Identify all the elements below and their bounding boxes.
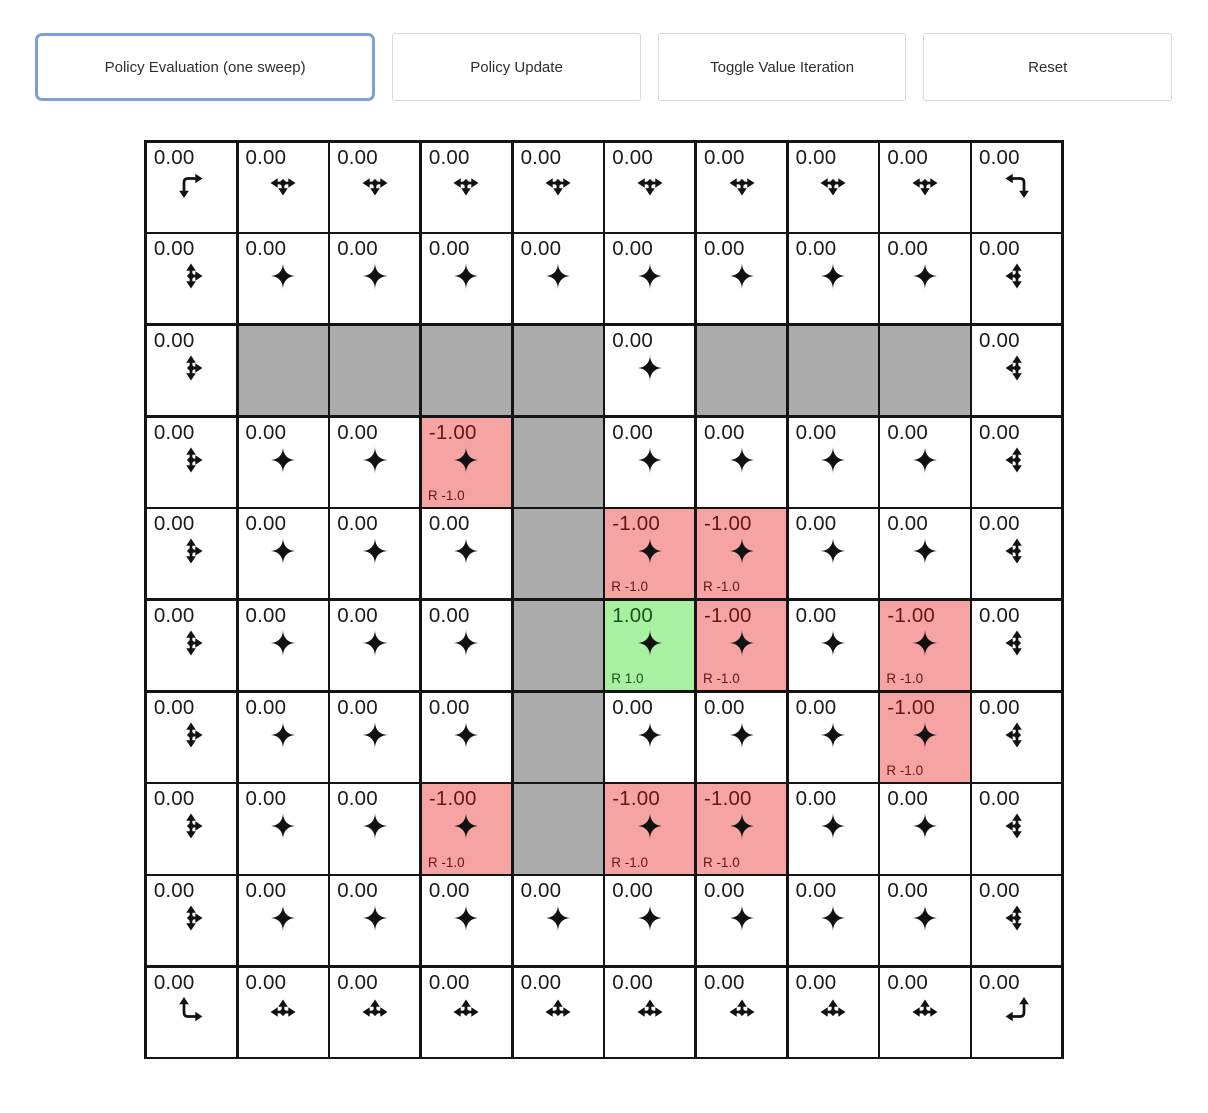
grid-cell[interactable] bbox=[880, 418, 969, 507]
cell-reward-label: R -1.0 bbox=[702, 671, 740, 687]
grid-cell[interactable] bbox=[239, 509, 328, 598]
policy-udl-icon bbox=[1000, 351, 1034, 385]
grid-cell[interactable] bbox=[880, 968, 969, 1057]
policy-lur-icon bbox=[633, 993, 667, 1027]
cell-value: 0.00 bbox=[245, 695, 287, 719]
cell-value: -1.00 bbox=[703, 787, 752, 811]
grid-cell[interactable] bbox=[147, 326, 236, 415]
cell-value: 0.00 bbox=[612, 328, 653, 352]
cell-value: 0.00 bbox=[153, 420, 195, 444]
cell-value: 0.00 bbox=[795, 237, 837, 261]
cell-value: 0.00 bbox=[795, 787, 837, 811]
cell-value: 0.00 bbox=[979, 603, 1020, 627]
grid-cell[interactable] bbox=[422, 143, 511, 232]
grid-cell[interactable] bbox=[789, 143, 878, 232]
cell-value: 0.00 bbox=[520, 879, 562, 902]
cell-value: 0.00 bbox=[337, 420, 378, 444]
grid-cell[interactable] bbox=[697, 876, 786, 965]
grid-cell[interactable] bbox=[789, 876, 878, 965]
grid-wall-cell[interactable] bbox=[880, 326, 969, 415]
cell-value: 0.00 bbox=[245, 512, 287, 536]
cell-value: 0.00 bbox=[153, 695, 195, 719]
grid-cell[interactable] bbox=[330, 876, 419, 965]
policy-all-directions-icon bbox=[633, 901, 667, 935]
grid-cell[interactable] bbox=[147, 143, 236, 232]
cell-value: 0.00 bbox=[703, 237, 745, 261]
grid-cell[interactable] bbox=[514, 968, 603, 1057]
grid-cell[interactable] bbox=[697, 143, 786, 232]
grid-cell[interactable] bbox=[880, 784, 969, 873]
policy-all-directions-icon bbox=[725, 809, 759, 843]
cell-value: 0.00 bbox=[979, 879, 1020, 902]
policy-lur-icon bbox=[908, 993, 942, 1027]
cell-value: -1.00 bbox=[887, 695, 936, 719]
cell-value: 0.00 bbox=[428, 603, 470, 627]
cell-value: 0.00 bbox=[795, 970, 837, 994]
cell-value: 0.00 bbox=[887, 787, 929, 811]
grid-cell[interactable] bbox=[789, 601, 878, 690]
grid-cell[interactable] bbox=[147, 968, 236, 1057]
cell-value: 1.00 bbox=[612, 603, 653, 627]
policy-udr-icon bbox=[174, 626, 208, 660]
cell-value: 0.00 bbox=[703, 420, 745, 444]
grid-cell[interactable] bbox=[147, 601, 236, 690]
policy-all-directions-icon bbox=[266, 901, 300, 935]
grid-cell[interactable] bbox=[422, 234, 511, 323]
grid-cell[interactable] bbox=[789, 968, 878, 1057]
grid-cell[interactable] bbox=[239, 784, 328, 873]
cell-value: 0.00 bbox=[703, 695, 745, 719]
policy-all-directions-icon bbox=[725, 534, 759, 568]
cell-value: 0.00 bbox=[245, 145, 287, 169]
grid-cell[interactable] bbox=[330, 143, 419, 232]
cell-value: 0.00 bbox=[887, 420, 929, 444]
policy-ldr-icon bbox=[725, 168, 759, 202]
policy-udl-icon bbox=[1000, 259, 1034, 293]
cell-value: 0.00 bbox=[153, 512, 195, 536]
policy-lur-icon bbox=[358, 993, 392, 1027]
grid-cell[interactable] bbox=[605, 693, 694, 782]
policy-all-directions-icon bbox=[633, 718, 667, 752]
policy-lur-icon bbox=[541, 993, 575, 1027]
cell-reward-label: R -1.0 bbox=[427, 854, 465, 870]
grid-cell[interactable] bbox=[239, 418, 328, 507]
cell-value: 0.00 bbox=[795, 420, 837, 444]
cell-value: 0.00 bbox=[428, 145, 470, 169]
gridworld bbox=[144, 140, 1063, 1059]
policy-all-directions-icon bbox=[266, 718, 300, 752]
policy-corner-dr-icon bbox=[174, 168, 208, 202]
cell-value: 0.00 bbox=[428, 512, 470, 536]
grid-wall-cell[interactable] bbox=[514, 601, 603, 690]
grid-cell[interactable] bbox=[239, 876, 328, 965]
policy-all-directions-icon bbox=[816, 259, 850, 293]
policy-all-directions-icon bbox=[633, 351, 667, 385]
policy-udl-icon bbox=[1000, 718, 1034, 752]
cell-value: 0.00 bbox=[245, 603, 287, 627]
grid-wall-cell[interactable] bbox=[514, 693, 603, 782]
grid-cell[interactable] bbox=[697, 234, 786, 323]
policy-all-directions-icon bbox=[633, 259, 667, 293]
cell-value: 0.00 bbox=[979, 328, 1020, 352]
policy-all-directions-icon bbox=[266, 259, 300, 293]
grid-cell[interactable] bbox=[880, 509, 969, 598]
grid-cell[interactable] bbox=[422, 509, 511, 598]
cell-value: 0.00 bbox=[337, 879, 378, 902]
policy-all-directions-icon bbox=[908, 718, 942, 752]
cell-value: 0.00 bbox=[337, 970, 378, 994]
policy-corner-ul-icon bbox=[1000, 993, 1034, 1027]
policy-all-directions-icon bbox=[449, 626, 483, 660]
policy-all-directions-icon bbox=[908, 259, 942, 293]
grid-cell[interactable] bbox=[147, 234, 236, 323]
cell-reward-label: R -1.0 bbox=[427, 487, 465, 503]
reset-button[interactable]: Reset bbox=[923, 33, 1172, 101]
grid-cell[interactable] bbox=[697, 601, 786, 690]
cell-value: 0.00 bbox=[887, 237, 929, 261]
grid-cell[interactable] bbox=[422, 693, 511, 782]
policy-udr-icon bbox=[174, 534, 208, 568]
policy-ldr-icon bbox=[358, 168, 392, 202]
policy-lur-icon bbox=[266, 993, 300, 1027]
cell-value: 0.00 bbox=[979, 970, 1020, 994]
grid-cell[interactable] bbox=[972, 234, 1061, 323]
cell-value: 0.00 bbox=[612, 237, 653, 261]
policy-all-directions-icon bbox=[816, 809, 850, 843]
grid-wall-cell[interactable] bbox=[239, 326, 328, 415]
policy-all-directions-icon bbox=[358, 809, 392, 843]
grid-cell[interactable] bbox=[697, 418, 786, 507]
grid-wall-cell[interactable] bbox=[422, 326, 511, 415]
policy-lur-icon bbox=[449, 993, 483, 1027]
grid-cell[interactable] bbox=[972, 418, 1061, 507]
policy-ldr-icon bbox=[449, 168, 483, 202]
policy-udl-icon bbox=[1000, 626, 1034, 660]
policy-udr-icon bbox=[174, 718, 208, 752]
cell-value: 0.00 bbox=[887, 970, 929, 994]
cell-value: 0.00 bbox=[337, 512, 378, 536]
grid-cell[interactable] bbox=[422, 418, 511, 507]
grid-cell[interactable] bbox=[880, 143, 969, 232]
grid-cell[interactable] bbox=[972, 326, 1061, 415]
policy-all-directions-icon bbox=[908, 809, 942, 843]
policy-all-directions-icon bbox=[816, 534, 850, 568]
cell-value: 0.00 bbox=[795, 145, 837, 169]
cell-value: 0.00 bbox=[428, 237, 470, 261]
cell-value: 0.00 bbox=[153, 970, 195, 994]
cell-value: 0.00 bbox=[520, 970, 562, 994]
grid-wall-cell[interactable] bbox=[789, 326, 878, 415]
grid-cell[interactable] bbox=[514, 143, 603, 232]
policy-all-directions-icon bbox=[358, 443, 392, 477]
toggle-value-iteration-button[interactable]: Toggle Value Iteration bbox=[658, 33, 907, 101]
policy-all-directions-icon bbox=[908, 443, 942, 477]
policy-all-directions-icon bbox=[908, 901, 942, 935]
cell-value: 0.00 bbox=[520, 237, 562, 261]
policy-all-directions-icon bbox=[725, 259, 759, 293]
grid-cell[interactable] bbox=[330, 234, 419, 323]
cell-value: 0.00 bbox=[979, 420, 1020, 444]
cell-value: 0.00 bbox=[245, 970, 287, 994]
policy-ldr-icon bbox=[541, 168, 575, 202]
grid-cell[interactable] bbox=[147, 509, 236, 598]
policy-all-directions-icon bbox=[449, 534, 483, 568]
grid-cell[interactable] bbox=[605, 876, 694, 965]
policy-udl-icon bbox=[1000, 534, 1034, 568]
grid-cell[interactable] bbox=[239, 693, 328, 782]
policy-corner-ur-icon bbox=[174, 993, 208, 1027]
cell-value: 0.00 bbox=[612, 145, 653, 169]
policy-all-directions-icon bbox=[816, 443, 850, 477]
grid-cell[interactable] bbox=[330, 968, 419, 1057]
cell-value: 0.00 bbox=[979, 695, 1020, 719]
policy-all-directions-icon bbox=[449, 809, 483, 843]
grid-cell[interactable] bbox=[239, 968, 328, 1057]
grid-cell[interactable] bbox=[972, 693, 1061, 782]
policy-udl-icon bbox=[1000, 809, 1034, 843]
cell-value: 0.00 bbox=[795, 603, 837, 627]
policy-all-directions-icon bbox=[266, 809, 300, 843]
grid-wall-cell[interactable] bbox=[330, 326, 419, 415]
cell-value: 0.00 bbox=[979, 237, 1020, 261]
cell-value: 0.00 bbox=[795, 512, 837, 536]
grid-cell[interactable] bbox=[789, 509, 878, 598]
grid-cell[interactable] bbox=[147, 784, 236, 873]
policy-udr-icon bbox=[174, 901, 208, 935]
cell-value: 0.00 bbox=[887, 879, 929, 902]
grid-cell[interactable] bbox=[239, 143, 328, 232]
grid-wall-cell[interactable] bbox=[514, 784, 603, 873]
cell-reward-label: R -1.0 bbox=[886, 762, 924, 778]
policy-ldr-icon bbox=[816, 168, 850, 202]
policy-lur-icon bbox=[725, 993, 759, 1027]
cell-value: 0.00 bbox=[612, 420, 653, 444]
policy-ldr-icon bbox=[266, 168, 300, 202]
policy-all-directions-icon bbox=[725, 443, 759, 477]
grid-cell[interactable] bbox=[239, 601, 328, 690]
policy-all-directions-icon bbox=[633, 443, 667, 477]
policy-all-directions-icon bbox=[908, 626, 942, 660]
policy-all-directions-icon bbox=[266, 626, 300, 660]
policy-all-directions-icon bbox=[633, 534, 667, 568]
policy-ldr-icon bbox=[908, 168, 942, 202]
policy-ldr-icon bbox=[633, 168, 667, 202]
cell-value: 0.00 bbox=[612, 695, 653, 719]
cell-value: 0.00 bbox=[703, 879, 745, 902]
grid-cell[interactable] bbox=[789, 234, 878, 323]
cell-value: 0.00 bbox=[153, 237, 195, 261]
cell-value: 0.00 bbox=[428, 970, 470, 994]
grid-cell[interactable] bbox=[147, 418, 236, 507]
cell-value: 0.00 bbox=[245, 420, 287, 444]
cell-value: 0.00 bbox=[153, 879, 195, 902]
cell-value: 0.00 bbox=[612, 970, 653, 994]
policy-all-directions-icon bbox=[541, 259, 575, 293]
policy-udr-icon bbox=[174, 259, 208, 293]
cell-value: 0.00 bbox=[153, 787, 195, 811]
cell-value: -1.00 bbox=[612, 787, 660, 811]
cell-reward-label: R -1.0 bbox=[702, 579, 740, 595]
cell-value: 0.00 bbox=[979, 145, 1020, 169]
policy-evaluation-button[interactable]: Policy Evaluation (one sweep) bbox=[35, 33, 375, 101]
policy-all-directions-icon bbox=[633, 626, 667, 660]
grid-cell[interactable] bbox=[880, 693, 969, 782]
grid-cell[interactable] bbox=[880, 876, 969, 965]
policy-all-directions-icon bbox=[358, 534, 392, 568]
policy-udr-icon bbox=[174, 809, 208, 843]
cell-value: 0.00 bbox=[703, 970, 745, 994]
policy-all-directions-icon bbox=[633, 809, 667, 843]
policy-all-directions-icon bbox=[449, 718, 483, 752]
cell-value: 0.00 bbox=[337, 603, 378, 627]
cell-reward-label: R -1.0 bbox=[886, 671, 924, 687]
grid-cell[interactable] bbox=[605, 784, 694, 873]
policy-all-directions-icon bbox=[266, 443, 300, 477]
cell-value: 0.00 bbox=[979, 787, 1020, 811]
grid-cell[interactable] bbox=[605, 326, 694, 415]
policy-all-directions-icon bbox=[358, 718, 392, 752]
grid-cell[interactable] bbox=[972, 601, 1061, 690]
policy-corner-dl-icon bbox=[1000, 168, 1034, 202]
cell-value: 0.00 bbox=[795, 695, 837, 719]
policy-udl-icon bbox=[1000, 443, 1034, 477]
grid-cell[interactable] bbox=[605, 968, 694, 1057]
grid-cell[interactable] bbox=[972, 143, 1061, 232]
grid-cell[interactable] bbox=[605, 234, 694, 323]
grid-cell[interactable] bbox=[697, 693, 786, 782]
policy-all-directions-icon bbox=[266, 534, 300, 568]
grid-cell[interactable] bbox=[514, 876, 603, 965]
policy-all-directions-icon bbox=[725, 901, 759, 935]
cell-reward-label: R -1.0 bbox=[611, 579, 649, 595]
grid-cell[interactable] bbox=[514, 234, 603, 323]
cell-reward-label: R -1.0 bbox=[611, 854, 649, 870]
cell-value: 0.00 bbox=[337, 695, 378, 719]
cell-value: 0.00 bbox=[520, 145, 562, 169]
grid-cell[interactable] bbox=[605, 418, 694, 507]
cell-value: 0.00 bbox=[703, 145, 745, 169]
cell-value: 0.00 bbox=[979, 512, 1020, 536]
policy-all-directions-icon bbox=[449, 443, 483, 477]
policy-udl-icon bbox=[1000, 901, 1034, 935]
grid-cell[interactable] bbox=[789, 784, 878, 873]
cell-value: 0.00 bbox=[795, 879, 837, 902]
cell-value: 0.00 bbox=[245, 879, 287, 902]
grid-cell[interactable] bbox=[330, 601, 419, 690]
toolbar bbox=[35, 33, 1172, 101]
grid-cell[interactable] bbox=[147, 693, 236, 782]
cell-value: -1.00 bbox=[887, 603, 936, 627]
grid-cell[interactable] bbox=[422, 601, 511, 690]
grid-cell[interactable] bbox=[422, 968, 511, 1057]
grid-cell[interactable] bbox=[422, 876, 511, 965]
cell-reward-label: R 1.0 bbox=[611, 671, 644, 687]
grid-cell[interactable] bbox=[330, 509, 419, 598]
grid-cell[interactable] bbox=[972, 509, 1061, 598]
cell-value: 0.00 bbox=[887, 145, 929, 169]
policy-all-directions-icon bbox=[816, 718, 850, 752]
grid-cell[interactable] bbox=[972, 784, 1061, 873]
policy-all-directions-icon bbox=[816, 901, 850, 935]
grid-cell[interactable] bbox=[147, 876, 236, 965]
cell-value: 0.00 bbox=[337, 145, 378, 169]
policy-udr-icon bbox=[174, 443, 208, 477]
grid-wall-cell[interactable] bbox=[514, 418, 603, 507]
cell-value: 0.00 bbox=[153, 603, 195, 627]
policy-all-directions-icon bbox=[358, 901, 392, 935]
grid-cell[interactable] bbox=[330, 784, 419, 873]
grid-cell[interactable] bbox=[789, 418, 878, 507]
grid-cell[interactable] bbox=[605, 143, 694, 232]
grid-cell[interactable] bbox=[789, 693, 878, 782]
grid-cell[interactable] bbox=[605, 601, 694, 690]
policy-all-directions-icon bbox=[725, 626, 759, 660]
cell-value: 0.00 bbox=[887, 512, 929, 536]
policy-all-directions-icon bbox=[449, 259, 483, 293]
grid-cell[interactable] bbox=[605, 509, 694, 598]
cell-value: 0.00 bbox=[337, 237, 378, 261]
cell-value: 0.00 bbox=[428, 879, 470, 902]
grid-wall-cell[interactable] bbox=[697, 326, 786, 415]
cell-value: -1.00 bbox=[428, 420, 477, 444]
cell-reward-label: R -1.0 bbox=[702, 854, 740, 870]
grid-cell[interactable] bbox=[880, 601, 969, 690]
cell-value: 0.00 bbox=[245, 787, 287, 811]
grid-cell[interactable] bbox=[972, 876, 1061, 965]
policy-all-directions-icon bbox=[358, 259, 392, 293]
grid-cell[interactable] bbox=[330, 418, 419, 507]
policy-all-directions-icon bbox=[358, 626, 392, 660]
policy-all-directions-icon bbox=[725, 718, 759, 752]
cell-value: 0.00 bbox=[153, 145, 195, 169]
cell-value: -1.00 bbox=[703, 603, 752, 627]
grid-wall-cell[interactable] bbox=[514, 509, 603, 598]
cell-value: -1.00 bbox=[703, 512, 752, 536]
policy-update-button[interactable]: Policy Update bbox=[392, 33, 641, 101]
cell-value: -1.00 bbox=[428, 787, 477, 811]
cell-value: -1.00 bbox=[612, 512, 660, 536]
grid-cell[interactable] bbox=[239, 234, 328, 323]
grid-cell[interactable] bbox=[697, 784, 786, 873]
grid-wall-cell[interactable] bbox=[514, 326, 603, 415]
cell-value: 0.00 bbox=[612, 879, 653, 902]
cell-value: 0.00 bbox=[245, 237, 287, 261]
grid-cell[interactable] bbox=[330, 693, 419, 782]
cell-value: 0.00 bbox=[153, 328, 195, 352]
policy-all-directions-icon bbox=[908, 534, 942, 568]
grid-cell[interactable] bbox=[972, 968, 1061, 1057]
policy-all-directions-icon bbox=[541, 901, 575, 935]
grid-cell[interactable] bbox=[880, 234, 969, 323]
grid-cell[interactable] bbox=[697, 509, 786, 598]
grid-cell[interactable] bbox=[697, 968, 786, 1057]
cell-value: 0.00 bbox=[337, 787, 378, 811]
grid-cell[interactable] bbox=[422, 784, 511, 873]
policy-udr-icon bbox=[174, 351, 208, 385]
policy-all-directions-icon bbox=[449, 901, 483, 935]
policy-lur-icon bbox=[816, 993, 850, 1027]
policy-all-directions-icon bbox=[816, 626, 850, 660]
cell-value: 0.00 bbox=[428, 695, 470, 719]
